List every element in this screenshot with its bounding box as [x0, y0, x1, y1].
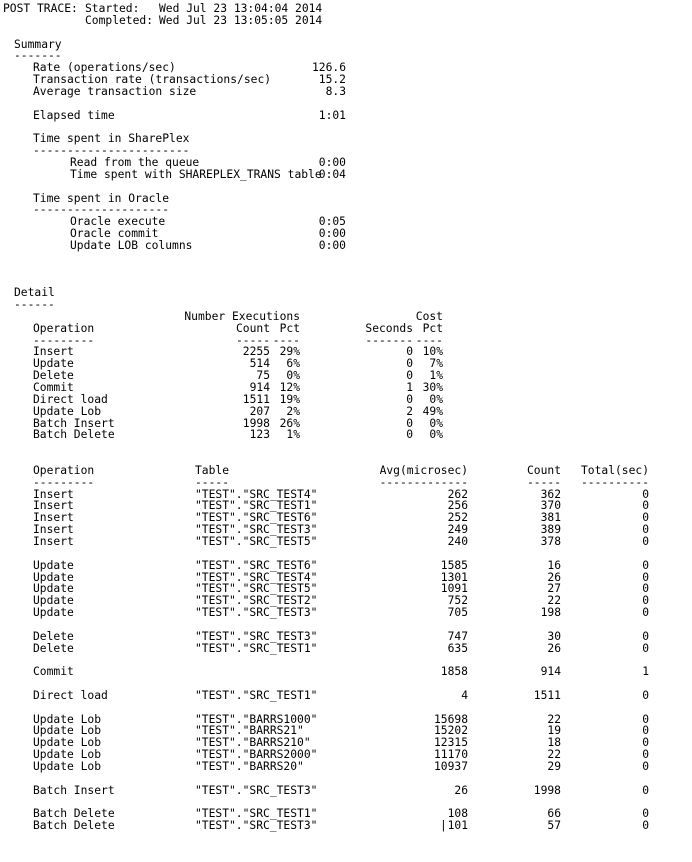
avg-microsec-cell: 1585 — [440, 558, 468, 572]
avg-microsec-cell: 1301 — [440, 570, 468, 584]
table-name-cell: "TEST"."SRC_TEST6" — [195, 558, 318, 572]
col-pct: Pct — [279, 321, 300, 335]
seconds-cell: 0 — [406, 416, 413, 430]
blank-line — [0, 27, 692, 39]
count-cell: 1998 — [242, 416, 270, 430]
underline-text: ------- — [14, 49, 62, 63]
pct-cell: 12% — [279, 381, 300, 394]
operation-cell: Batch Delete — [33, 428, 115, 442]
total-sec-cell: 1 — [642, 665, 649, 679]
tables-table-row — [0, 714, 692, 726]
count-cell: 389 — [540, 523, 561, 537]
total-sec-cell: 0 — [642, 760, 649, 773]
avg-microsec-cell: 635 — [447, 641, 468, 655]
count-cell: 29 — [547, 760, 561, 773]
completed-timestamp: Wed Jul 23 13:05:05 2014 — [159, 13, 323, 27]
tables-table-row — [0, 548, 692, 560]
total-sec-cell: 0 — [642, 570, 649, 584]
table-name-cell: "TEST"."SRC_TEST6" — [195, 511, 318, 525]
avg-microsec-cell: 256 — [447, 499, 468, 513]
operation-cell: Insert — [33, 487, 74, 501]
detail-underline — [0, 299, 692, 311]
detail-title: Detail — [14, 286, 55, 300]
operation-cell: Update Lob — [33, 760, 102, 773]
count-cell: 1511 — [533, 688, 561, 702]
underline-text: ----------------------- — [33, 144, 190, 158]
operation-cell: Batch Insert — [33, 416, 115, 430]
underline-text: ----- — [235, 333, 270, 347]
item-value: 0:04 — [318, 167, 346, 181]
underline-text: ---------- — [580, 475, 649, 489]
tables-table-underline-row — [0, 477, 692, 489]
table-name-cell: "TEST"."SRC_TEST5" — [195, 534, 318, 548]
seconds-cell: 0 — [406, 357, 413, 371]
underline-text: ------- — [365, 333, 413, 347]
operation-cell: Insert — [33, 511, 74, 525]
avg-microsec-cell: 10937 — [433, 760, 468, 773]
total-sec-cell: 0 — [642, 523, 649, 537]
total-sec-cell: 0 — [642, 712, 649, 726]
avg-microsec-cell: 249 — [447, 523, 468, 537]
count-cell: 26 — [547, 570, 561, 584]
avg-microsec-cell: 4 — [461, 688, 468, 702]
started-timestamp: Wed Jul 23 13:04:04 2014 — [159, 2, 323, 15]
item-value: 0:00 — [318, 227, 346, 241]
item-label: Oracle commit — [70, 227, 159, 241]
underline-text: --------- — [33, 333, 95, 347]
total-sec-cell: 0 — [642, 807, 649, 821]
avg-microsec-cell: 252 — [447, 511, 468, 525]
elapsed-label: Elapsed time — [33, 108, 115, 122]
tables-table-row — [0, 595, 692, 607]
trace-header-line — [0, 15, 692, 27]
tables-table-row — [0, 690, 692, 702]
metric-label: Transaction rate (transactions/sec) — [33, 73, 272, 87]
blank-line — [0, 275, 692, 287]
tables-table-row — [0, 654, 692, 666]
report-title: POST TRACE: — [3, 2, 78, 15]
count-cell: 378 — [540, 534, 561, 548]
count-cell: 22 — [547, 712, 561, 726]
item-label: Update LOB columns — [70, 238, 193, 252]
seconds-cell: 0 — [406, 428, 413, 442]
operation-cell: Update — [33, 606, 74, 620]
section-title: Time spent in SharePlex — [33, 132, 190, 146]
blank-line — [0, 441, 692, 453]
item-value: 0:05 — [318, 215, 346, 229]
tables-table-body — [0, 489, 692, 832]
cost-pct-cell: 30% — [422, 381, 443, 394]
avg-microsec-cell: 1091 — [440, 582, 468, 596]
ops-table-row — [0, 429, 692, 441]
total-sec-cell: 0 — [642, 487, 649, 501]
col-count: Count — [235, 321, 270, 335]
col-operation: Operation — [33, 321, 95, 335]
detail-heading — [0, 287, 692, 299]
cost-pct-cell: 0% — [429, 428, 443, 442]
col-table: Table — [195, 463, 230, 477]
operation-cell: Update — [33, 582, 74, 596]
underline-text: ----- — [526, 475, 561, 489]
tables-table-row — [0, 560, 692, 572]
avg-microsec-cell: 262 — [447, 487, 468, 501]
tables-table-row — [0, 489, 692, 501]
tables-table-row — [0, 631, 692, 643]
count-cell: 22 — [547, 748, 561, 762]
underline-text: ---- — [272, 333, 300, 347]
cost-pct-cell: 10% — [422, 345, 443, 359]
operation-cell: Delete — [33, 641, 74, 655]
operation-cell: Direct load — [33, 688, 108, 702]
seconds-cell: 0 — [406, 392, 413, 406]
cost-pct-cell: 0% — [429, 416, 443, 430]
shareplex-items — [0, 157, 692, 181]
table-name-cell: "TEST"."SRC_TEST3" — [195, 783, 318, 797]
table-name-cell: "TEST"."SRC_TEST1" — [195, 807, 318, 821]
underline-text: ------ — [14, 298, 55, 312]
operation-cell: Update — [33, 594, 74, 608]
table-name-cell: "TEST"."SRC_TEST4" — [195, 570, 318, 584]
section-item-row — [0, 169, 692, 181]
operation-cell: Commit — [33, 665, 74, 679]
metric-label: Average transaction size — [33, 84, 197, 98]
pct-cell: 0% — [286, 369, 300, 383]
operation-cell: Batch Delete — [33, 807, 115, 821]
operation-cell: Direct load — [33, 392, 108, 406]
table-name-cell: "TEST"."SRC_TEST5" — [195, 582, 318, 596]
section-title: Time spent in Oracle — [33, 191, 170, 205]
cost-group-header: Cost — [415, 309, 443, 323]
table-name-cell: "TEST"."BARRS21" — [195, 724, 304, 738]
operation-cell: Update — [33, 357, 74, 371]
summary-heading — [0, 39, 692, 51]
total-sec-cell: 0 — [642, 724, 649, 738]
tables-table-row — [0, 820, 692, 832]
col-operation: Operation — [33, 463, 95, 477]
tables-table-row — [0, 725, 692, 737]
table-name-cell: "TEST"."BARRS2000" — [195, 748, 318, 762]
ops-table-row — [0, 346, 692, 358]
cost-pct-cell: 49% — [422, 404, 443, 418]
elapsed-value: 1:01 — [318, 108, 346, 122]
item-value: 0:00 — [318, 155, 346, 169]
underline-text: ---- — [415, 333, 443, 347]
col-seconds: Seconds — [365, 321, 413, 335]
seconds-cell: 0 — [406, 345, 413, 359]
executions-group-header: Number Executions — [184, 309, 300, 323]
table-name-cell: "TEST"."SRC_TEST4" — [195, 487, 318, 501]
avg-microsec-cell: 12315 — [433, 736, 468, 750]
ops-table-row — [0, 358, 692, 370]
table-name-cell: "TEST"."BARRS1000" — [195, 712, 318, 726]
seconds-cell: 0 — [406, 369, 413, 383]
tables-table-row — [0, 500, 692, 512]
ops-table-underline-row — [0, 335, 692, 347]
total-sec-cell: 0 — [642, 594, 649, 608]
operation-cell: Update — [33, 558, 74, 572]
item-value: 0:00 — [318, 238, 346, 252]
pct-cell: 1% — [286, 428, 300, 442]
operation-cell: Insert — [33, 523, 74, 537]
count-cell: 19 — [547, 724, 561, 738]
table-name-cell: "TEST"."SRC_TEST1" — [195, 499, 318, 513]
blank-line — [0, 264, 692, 276]
avg-microsec-cell: 752 — [447, 594, 468, 608]
tables-table-row — [0, 702, 692, 714]
tables-table-row — [0, 583, 692, 595]
count-cell: 207 — [249, 404, 270, 418]
summary-title: Summary — [14, 37, 62, 51]
metric-value: 15.2 — [318, 73, 346, 87]
table-name-cell: "TEST"."SRC_TEST3" — [195, 606, 318, 620]
count-cell: 514 — [249, 357, 270, 371]
total-sec-cell: 0 — [642, 558, 649, 572]
item-label: Oracle execute — [70, 215, 166, 229]
count-cell: 22 — [547, 594, 561, 608]
count-cell: 914 — [249, 381, 270, 394]
count-cell: 1998 — [533, 783, 561, 797]
total-sec-cell: 0 — [642, 783, 649, 797]
metric-value: 126.6 — [311, 61, 346, 75]
pct-cell: 26% — [279, 416, 300, 430]
count-cell: 198 — [540, 606, 561, 620]
tables-table-row — [0, 761, 692, 773]
tables-table-row — [0, 536, 692, 548]
underline-text: --------- — [33, 475, 95, 489]
section-item-row — [0, 240, 692, 252]
completed-label: Completed: — [85, 13, 154, 27]
tables-table-row — [0, 643, 692, 655]
col-total-sec: Total(sec) — [580, 463, 649, 477]
ops-table-body — [0, 346, 692, 441]
oracle-items — [0, 216, 692, 252]
operation-cell: Delete — [33, 629, 74, 643]
count-cell: 2255 — [242, 345, 270, 359]
underline-text: ------------- — [379, 475, 468, 489]
avg-microsec-cell: 1858 — [440, 665, 468, 679]
avg-microsec-cell: 11170 — [433, 748, 468, 762]
ops-table-column-header — [0, 323, 692, 335]
summary-metrics — [0, 62, 692, 98]
underline-text: ----- — [195, 475, 230, 489]
count-cell: 18 — [547, 736, 561, 750]
tables-table-row — [0, 737, 692, 749]
tables-table-row — [0, 749, 692, 761]
operation-cell: Update Lob — [33, 404, 102, 418]
table-name-cell: "TEST"."SRC_TEST3" — [195, 819, 318, 833]
operation-cell: Update Lob — [33, 736, 102, 750]
count-cell: 30 — [547, 629, 561, 643]
avg-microsec-cell: 26 — [454, 783, 468, 797]
table-name-cell: "TEST"."SRC_TEST2" — [195, 594, 318, 608]
item-label: Time spent with SHAREPLEX_TRANS table — [70, 167, 322, 181]
cost-pct-cell: 1% — [429, 369, 443, 383]
table-name-cell: "TEST"."BARRS20" — [195, 760, 304, 773]
total-sec-cell: 0 — [642, 629, 649, 643]
count-cell: 381 — [540, 511, 561, 525]
blank-line — [0, 181, 692, 193]
text-cursor: | — [440, 819, 447, 833]
tables-table-row — [0, 572, 692, 584]
total-sec-cell: 0 — [642, 736, 649, 750]
metric-label: Rate (operations/sec) — [33, 61, 176, 75]
count-cell: 16 — [547, 558, 561, 572]
operation-cell: Update Lob — [33, 724, 102, 738]
blank-line — [0, 98, 692, 110]
table-name-cell: "TEST"."SRC_TEST1" — [195, 641, 318, 655]
table-name-cell: "TEST"."SRC_TEST3" — [195, 523, 318, 537]
col-count: Count — [526, 463, 561, 477]
col-cost-pct: Pct — [422, 321, 443, 335]
count-cell: 370 — [540, 499, 561, 513]
tables-table-row — [0, 512, 692, 524]
avg-microsec-cell: 15698 — [433, 712, 468, 726]
total-sec-cell: 0 — [642, 499, 649, 513]
item-label: Read from the queue — [70, 155, 200, 169]
total-sec-cell: 0 — [642, 748, 649, 762]
total-sec-cell: 0 — [642, 534, 649, 548]
metric-value: 8.3 — [325, 84, 346, 98]
operation-cell: Update — [33, 570, 74, 584]
cost-pct-cell: 0% — [429, 392, 443, 406]
count-cell: 57 — [547, 819, 561, 833]
blank-line — [0, 252, 692, 264]
total-sec-cell: 0 — [642, 582, 649, 596]
operation-cell: Update Lob — [33, 748, 102, 762]
seconds-cell: 1 — [406, 381, 413, 394]
pct-cell: 19% — [279, 392, 300, 406]
count-cell: 26 — [547, 641, 561, 655]
total-sec-cell: 0 — [642, 641, 649, 655]
count-cell: 66 — [547, 807, 561, 821]
count-cell: 1511 — [242, 392, 270, 406]
started-label: Started: — [85, 2, 140, 15]
tables-table-row — [0, 666, 692, 678]
ops-table-row — [0, 370, 692, 382]
tables-table-row — [0, 773, 692, 785]
operation-cell: Insert — [33, 345, 74, 359]
underline-text: -------------------- — [33, 203, 170, 217]
count-cell: 362 — [540, 487, 561, 501]
total-sec-cell: 0 — [642, 688, 649, 702]
count-cell: 123 — [249, 428, 270, 442]
operation-cell: Update Lob — [33, 712, 102, 726]
pct-cell: 2% — [286, 404, 300, 418]
operation-cell: Insert — [33, 499, 74, 513]
avg-microsec-cell: 108 — [447, 807, 468, 821]
operation-cell: Batch Insert — [33, 783, 115, 797]
operation-cell: Batch Delete — [33, 819, 115, 833]
summary-metric-row — [0, 86, 692, 98]
operation-cell: Commit — [33, 381, 74, 394]
total-sec-cell: 0 — [642, 819, 649, 833]
operation-cell: Insert — [33, 534, 74, 548]
avg-microsec-cell: 747 — [447, 629, 468, 643]
count-cell: 75 — [256, 369, 270, 383]
avg-microsec-cell: 15202 — [433, 724, 468, 738]
table-name-cell: "TEST"."BARRS210" — [195, 736, 311, 750]
seconds-cell: 2 — [406, 404, 413, 418]
tables-table-row — [0, 607, 692, 619]
table-name-cell: "TEST"."SRC_TEST1" — [195, 688, 318, 702]
ops-table-row — [0, 406, 692, 418]
total-sec-cell: 0 — [642, 511, 649, 525]
elapsed-time-row — [0, 110, 692, 122]
cost-pct-cell: 7% — [429, 357, 443, 371]
ops-table-row — [0, 394, 692, 406]
operation-cell: Delete — [33, 369, 74, 383]
tables-table-row — [0, 524, 692, 536]
avg-microsec-cell: 101 — [447, 819, 468, 833]
pct-cell: 6% — [286, 357, 300, 371]
pct-cell: 29% — [279, 345, 300, 359]
table-name-cell: "TEST"."SRC_TEST3" — [195, 629, 318, 643]
tables-table-row — [0, 785, 692, 797]
count-cell: 27 — [547, 582, 561, 596]
ops-table-group-header — [0, 311, 692, 323]
count-cell: 914 — [540, 665, 561, 679]
avg-microsec-cell: 240 — [447, 534, 468, 548]
col-avg-microsec: Avg(microsec) — [379, 463, 468, 477]
avg-microsec-cell: 705 — [447, 606, 468, 620]
tables-table-row — [0, 619, 692, 631]
total-sec-cell: 0 — [642, 606, 649, 620]
tables-table-column-header — [0, 465, 692, 477]
